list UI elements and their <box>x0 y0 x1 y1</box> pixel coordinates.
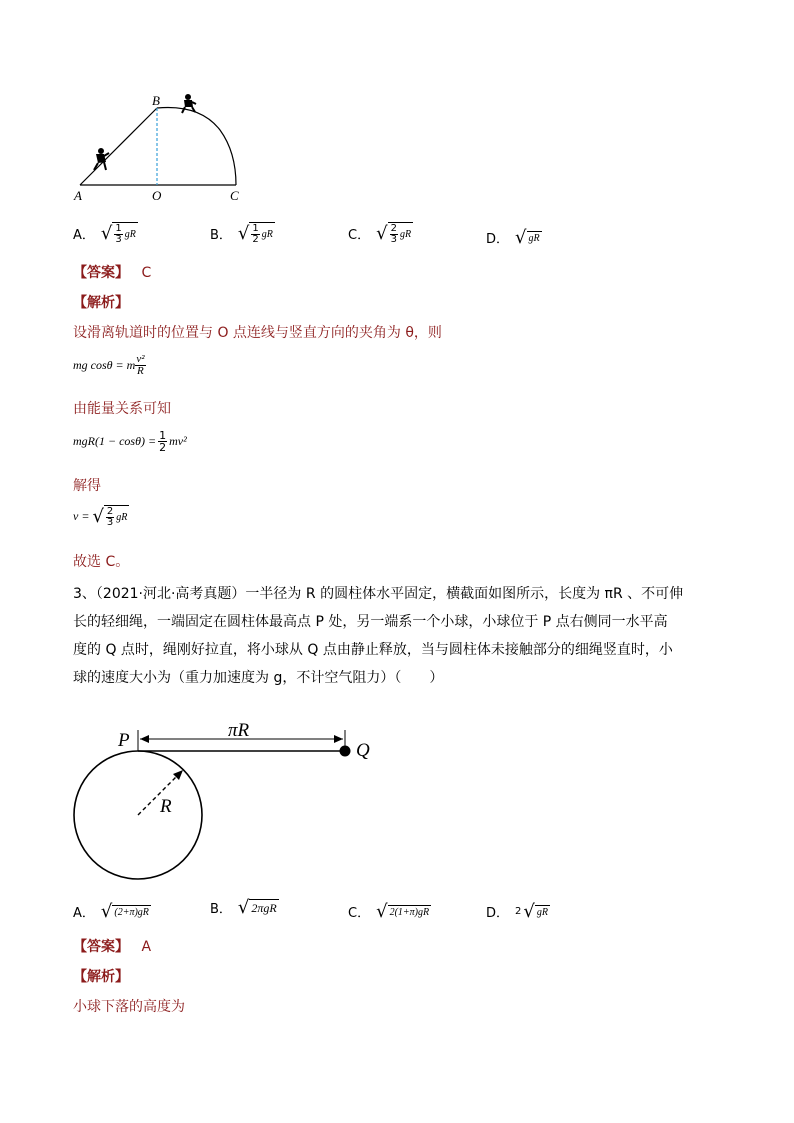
q2-equation-1 <box>73 354 146 377</box>
expr-tail: gR <box>124 229 136 240</box>
option-letter: A． <box>73 228 95 243</box>
q2-analysis-tag: 【解析】 <box>73 295 129 311</box>
q2-analysis-line4: 故选 C。 <box>73 554 130 570</box>
frac-den: 2 <box>252 234 259 245</box>
option-letter: B． <box>210 902 232 917</box>
q2-option-d <box>486 228 542 247</box>
label-P: P <box>118 730 130 751</box>
q2-equation-3 <box>73 505 129 528</box>
eq-left: v = <box>73 509 90 523</box>
sqrt-expression: √ 2πgR <box>237 896 277 918</box>
sqrt-expression: √ gR <box>515 226 540 248</box>
option-letter: A． <box>73 906 95 921</box>
q3-option-c <box>348 902 431 921</box>
q2-option-b <box>210 222 275 245</box>
frac-num: 1 <box>159 429 167 442</box>
q3-line4: 球的速度大小为（重力加速度为 g，不计空气阻力）（ ） <box>73 670 444 686</box>
label-B: B <box>152 93 160 108</box>
eq-left: mgR(1 − cosθ) = <box>73 434 157 448</box>
option-letter: D． <box>486 906 510 921</box>
frac-den: 3 <box>390 234 397 245</box>
label-R: R <box>160 796 172 817</box>
frac-den: 3 <box>115 234 122 245</box>
frac-num: 2 <box>390 223 397 234</box>
frac-den: 3 <box>106 517 114 528</box>
expr: 2(1+π)gR <box>389 907 430 918</box>
q3-line3: 度的 Q 点时，绳刚好拉直，将小球从 Q 点由静止释放，当与圆柱体未接触部分的细绳竖直时，小 <box>73 642 673 658</box>
sqrt-expression: √ (2+π)gR <box>100 900 149 922</box>
figure-cylinder-rope <box>60 720 390 910</box>
frac-den: 2 <box>159 441 167 454</box>
coefficient: 2 <box>515 906 522 917</box>
q2-analysis-line3: 解得 <box>73 478 101 494</box>
frac-num: 2 <box>106 506 114 517</box>
label-A: A <box>74 188 82 203</box>
q2-equation-2 <box>73 430 187 453</box>
q3-analysis-line1: 小球下落的高度为 <box>73 999 185 1015</box>
q3-problem-text <box>73 580 723 692</box>
option-letter: D． <box>486 232 510 247</box>
q3-analysis-tag: 【解析】 <box>73 969 129 985</box>
arc-track <box>157 107 236 185</box>
frac-num: 1 <box>115 223 122 234</box>
q3-option-d <box>486 902 550 921</box>
expr: 2πgR <box>251 901 277 915</box>
incline-line <box>80 108 157 185</box>
q2-analysis-line1: 设滑离轨道时的位置与 O 点连线与竖直方向的夹角为 θ，则 <box>73 325 442 341</box>
sqrt-expression: √ $\frac{1}{2}$ gR <box>237 222 273 245</box>
sqrt-expression: √ $\frac{2}{3}$ gR <box>376 222 412 245</box>
expr: gR <box>536 907 548 918</box>
q2-analysis-line2: 由能量关系可知 <box>73 401 171 417</box>
eq-fraction <box>135 354 145 377</box>
expr-tail: gR <box>261 229 273 240</box>
answer-value: A <box>141 939 152 955</box>
sqrt-expression: √ 2(1+π)gR <box>376 900 430 922</box>
q3-option-a <box>73 902 151 921</box>
label-piR: πR <box>228 720 250 741</box>
expr-tail: gR <box>399 229 412 240</box>
frac-den: R <box>137 365 144 377</box>
q3-option-b <box>210 898 279 917</box>
q3-answer-row <box>73 936 151 956</box>
option-letter: B． <box>210 228 232 243</box>
option-letter: C． <box>348 906 371 921</box>
answer-value: C <box>141 265 152 281</box>
dimension-arrow-right-icon <box>334 735 343 743</box>
dimension-arrow-left-icon <box>140 735 149 743</box>
q3-line2: 长的轻细绳，一端固定在圆柱体最高点 P 处，另一端系一个小球，小球位于 P 点右侧同一水平高 <box>73 614 668 630</box>
answer-tag: 【答案】 <box>73 939 129 955</box>
eq-right: mv² <box>169 434 187 448</box>
sqrt-expression: √ $\frac{1}{3}$ gR <box>100 222 136 245</box>
figure-incline-arc <box>70 90 250 210</box>
q2-answer-row <box>73 262 151 282</box>
expr: (2+π)gR <box>114 907 149 918</box>
sqrt-expression: √ $\frac{2}{3}$ gR <box>92 505 128 528</box>
label-O: O <box>152 188 162 203</box>
eq-left: mg cosθ = m <box>73 358 136 372</box>
option-letter: C． <box>348 228 371 243</box>
q2-option-a <box>73 222 138 245</box>
label-Q: Q <box>356 740 370 761</box>
answer-tag: 【答案】 <box>73 265 129 281</box>
q3-line1: 3、（2021·河北·高考真题）一半径为 R 的圆柱体水平固定，横截面如图所示，长度为 πR 、不可伸 <box>73 586 684 602</box>
frac-num: 1 <box>252 223 259 234</box>
sqrt-expression: √ gR <box>523 900 548 922</box>
expr-tail: gR <box>528 233 540 244</box>
eq-fraction <box>158 430 167 453</box>
q2-option-c <box>348 222 413 245</box>
label-C: C <box>230 188 239 203</box>
expr-tail: gR <box>116 512 128 523</box>
frac-num: v² <box>136 353 145 365</box>
radius-dashed-line <box>138 775 178 815</box>
